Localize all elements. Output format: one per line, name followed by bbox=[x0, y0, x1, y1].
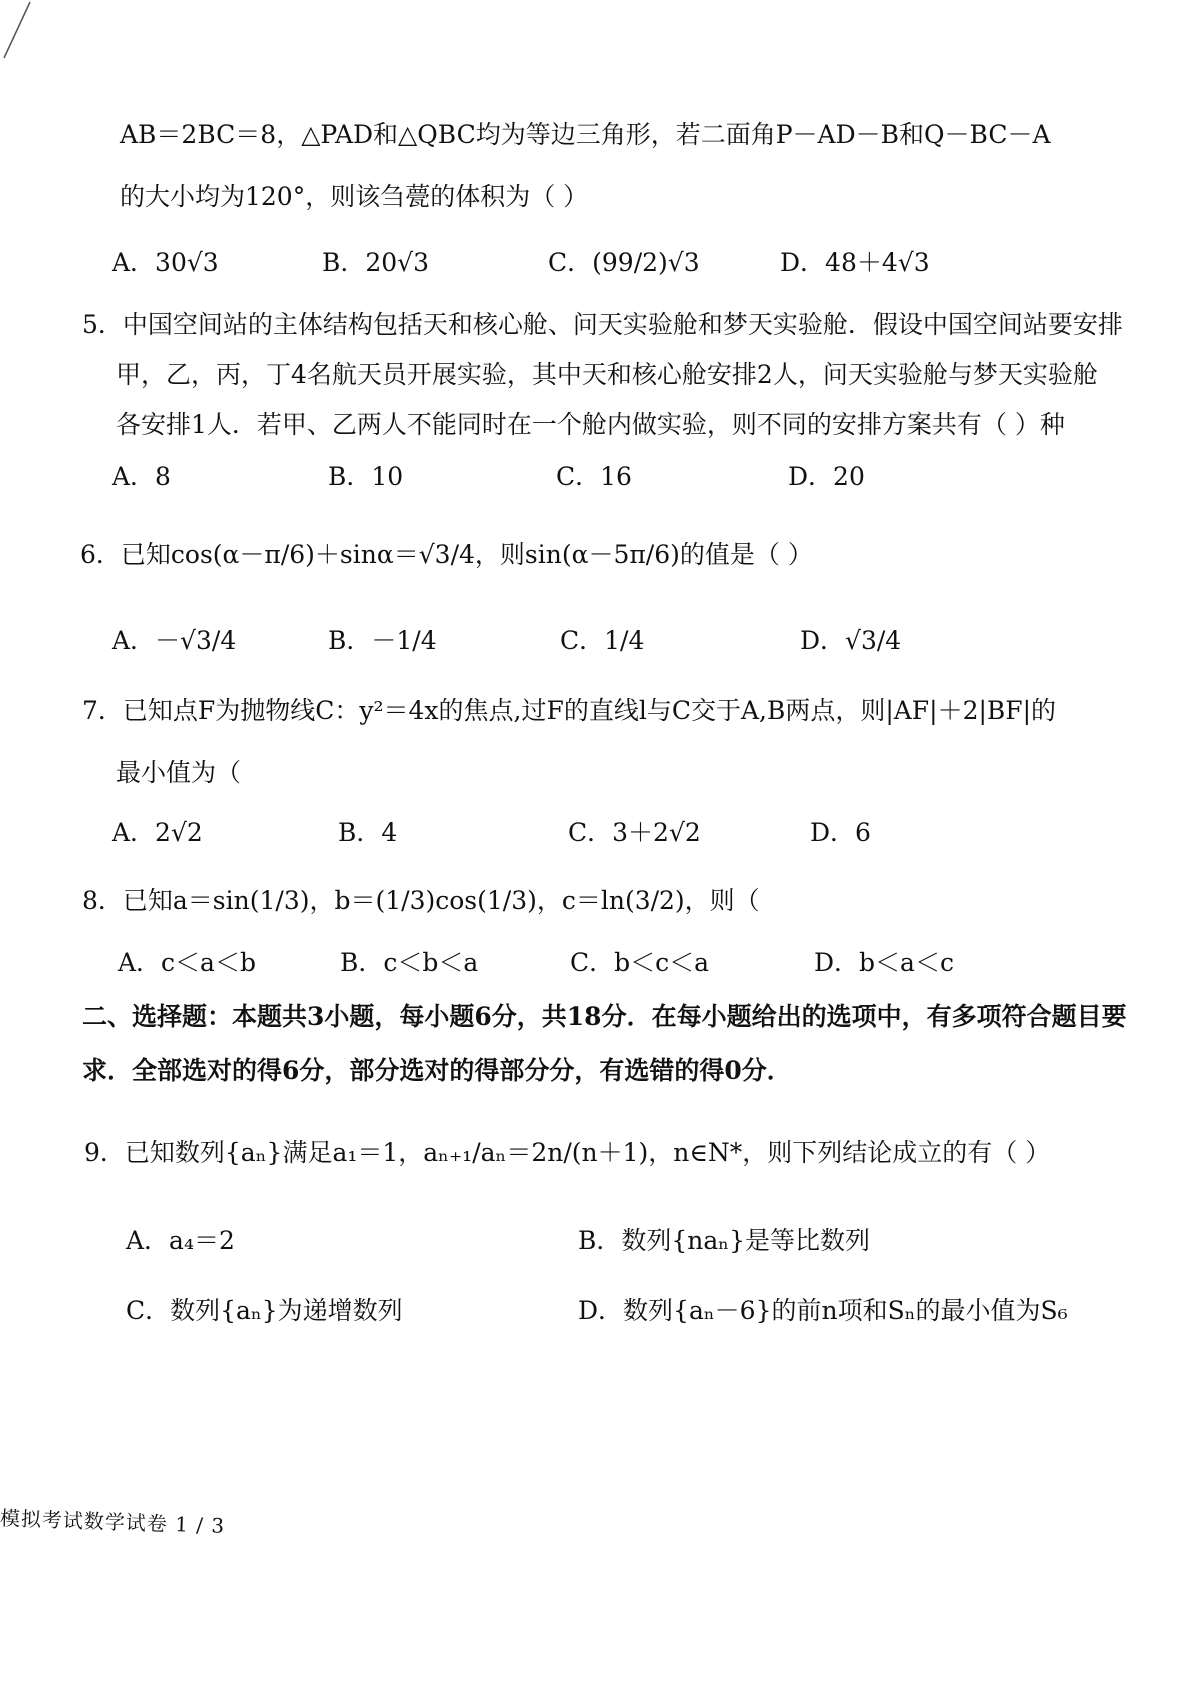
q5-line-2: 甲，乙，丙，丁4名航天员开展实验，其中天和核心舱安排2人，问天实验舱与梦天实验舱 bbox=[116, 360, 1098, 389]
q9-line-1: 9．已知数列{aₙ}满足a₁＝1，aₙ₊₁/aₙ＝2n/(n＋1)，n∈N*，则下列结论成立的有（ ） bbox=[84, 1138, 1051, 1167]
q6-option-a: A．－√3/4 bbox=[112, 626, 237, 655]
q4-line-2: 的大小均为120°，则该刍甍的体积为（ ） bbox=[120, 182, 589, 211]
q7-option-b: B．4 bbox=[338, 818, 398, 847]
q7-option-c: C．3＋2√2 bbox=[568, 818, 701, 847]
q8-option-d: D．b＜a＜c bbox=[814, 948, 954, 977]
section-2-instructions-1: 二、选择题：本题共3小题，每小题6分，共18分．在每小题给出的选项中，有多项符合题目要 bbox=[82, 1002, 1127, 1031]
q9-option-c: C．数列{aₙ}为递增数列 bbox=[126, 1296, 403, 1325]
q4-option-b: B．20√3 bbox=[322, 248, 430, 277]
q5-option-a: A．8 bbox=[112, 462, 171, 491]
q7-line-2: 最小值为（ bbox=[116, 758, 242, 787]
q5-line-1: 5．中国空间站的主体结构包括天和核心舱、问天实验舱和梦天实验舱．假设中国空间站要安排 bbox=[82, 310, 1123, 339]
q4-option-c: C．(99/2)√3 bbox=[548, 248, 700, 277]
section-2-instructions-2: 求．全部选对的得6分，部分选对的得部分分，有选错的得0分． bbox=[82, 1056, 792, 1085]
q7-option-d: D．6 bbox=[810, 818, 871, 847]
q6-line-1: 6．已知cos(α－π/6)＋sinα＝√3/4，则sin(α－5π/6)的值是（ ） bbox=[80, 540, 813, 569]
q8-option-c: C．b＜c＜a bbox=[570, 948, 710, 977]
q5-option-d: D．20 bbox=[788, 462, 865, 491]
q6-option-c: C．1/4 bbox=[560, 626, 645, 655]
q8-option-b: B．c＜b＜a bbox=[340, 948, 479, 977]
q5-option-b: B．10 bbox=[328, 462, 404, 491]
q4-line-1: AB＝2BC＝8，△PAD和△QBC均为等边三角形，若二面角P－AD－B和Q－BC－A bbox=[120, 120, 1051, 149]
q6-option-d: D．√3/4 bbox=[800, 626, 902, 655]
q8-option-a: A．c＜a＜b bbox=[118, 948, 256, 977]
q4-option-a: A．30√3 bbox=[112, 248, 219, 277]
page-footer: 模拟考试数学试卷 1 / 3 bbox=[0, 1506, 226, 1538]
q5-option-c: C．16 bbox=[556, 462, 632, 491]
q9-option-a: A．a₄＝2 bbox=[126, 1226, 235, 1255]
scan-mark bbox=[2, 0, 32, 60]
q9-option-b: B．数列{naₙ}是等比数列 bbox=[578, 1226, 871, 1255]
q7-line-1: 7．已知点F为抛物线C：y²＝4x的焦点,过F的直线l与C交于A,B两点，则|AF|＋2|BF|的 bbox=[82, 696, 1057, 725]
q4-option-d: D．48＋4√3 bbox=[780, 248, 930, 277]
q6-option-b: B．－1/4 bbox=[328, 626, 437, 655]
q9-option-d: D．数列{aₙ－6}的前n项和Sₙ的最小值为S₆ bbox=[578, 1296, 1068, 1325]
q7-option-a: A．2√2 bbox=[112, 818, 203, 847]
q5-line-3: 各安排1人．若甲、乙两人不能同时在一个舱内做实验，则不同的安排方案共有（ ）种 bbox=[116, 410, 1065, 439]
q8-line-1: 8．已知a＝sin(1/3)，b＝(1/3)cos(1/3)，c＝ln(3/2)，则（ bbox=[82, 886, 760, 915]
